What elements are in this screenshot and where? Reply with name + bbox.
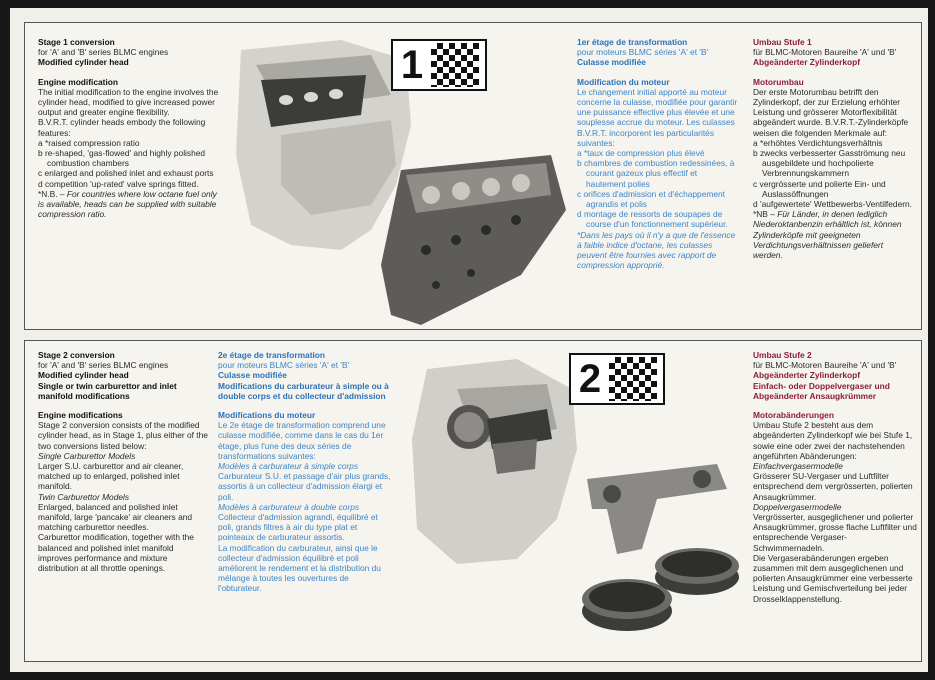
- stage2-de-closing: Die Vergaserabänderungen ergeben zusammen mit dem ausgeglichenen und polierten Ansaugkrümmer eine verbesserte Leistung und Gemischverteilung bei jeder Drosselklappenstellung.: [753, 552, 913, 604]
- stage2-en-intro: Stage 2 conversion consists of the modified cylinder head, as in Stage 1, plus either of the two conversions listed below:: [38, 420, 208, 451]
- stage2-en-section: Engine modifications: [38, 410, 123, 421]
- stage1-en-section: Engine modification: [38, 76, 119, 87]
- stage2-en-title: Stage 2 conversion: [38, 350, 115, 360]
- stage2-de-heading1: Abgeänderter Zylinderkopf: [753, 370, 861, 381]
- stage1-en-item-d: d competition 'up-rated' valve springs fitted.: [38, 178, 199, 189]
- stage2-fr-twin-text: Collecteur d'admission agrandi, équilibré et poli, grands filtres à air du type plat et pointeaux de carburateur assortis.: [218, 512, 378, 543]
- stage2-fr-heading2: Modifications du carburateur à simple ou à double corps et du collecteur d'admission: [218, 380, 389, 401]
- stage2-de-subtitle: für BLMC-Motoren Baureihe 'A' und 'B': [753, 360, 897, 371]
- stage2-de-single-label: Einfachvergasermodelle: [753, 461, 843, 472]
- brochure-page: [10, 8, 928, 672]
- stage1-en-item-c: c enlarged and polished inlet and exhaust ports: [38, 168, 214, 179]
- stage1-chequered-flag: [391, 39, 487, 91]
- stage2-panel: [24, 340, 922, 662]
- stage1-german-column: [753, 37, 915, 327]
- stage1-fr-item-b: b chambres de combustion redessinées, à courant gazeux plus effectif et hautement polies: [577, 158, 735, 189]
- stage2-en-twin-text: Enlarged, balanced and polished inlet manifold, large 'pancake' air cleaners and matching carburettor needles.: [38, 501, 193, 533]
- stage1-de-subtitle: für BLMC-Motoren Baureihe 'A' und 'B': [753, 47, 897, 58]
- stage1-flag-number: 1: [400, 43, 424, 87]
- stage2-fr-twin-label: Modèles à carburateur à double corps: [218, 501, 360, 512]
- stage1-en-intro: The initial modification to the engine involves the cylinder head, modified to give increased power output and greater engine flexibility. B.V.R.T. cylinder heads embody the following features:: [38, 86, 219, 138]
- stage2-fr-single-text: Carburateur S.U. et passage d'air plus grands, assortis à un collecteur d'admission élargi et poli.: [218, 471, 391, 502]
- chequered-flag-icon: [609, 357, 657, 401]
- stage1-french-column: [577, 37, 739, 327]
- stage2-fr-subtitle: pour moteurs BLMC séries 'A' et 'B': [218, 360, 350, 371]
- stage2-flag-number: 2: [578, 357, 602, 401]
- stage1-de-item-d: d 'aufgewertete' Wettbewerbs-Ventilfedern.: [753, 199, 913, 210]
- stage1-fr-heading: Culasse modifiée: [577, 57, 646, 68]
- stage1-en-note-label: *N.B. –: [38, 188, 67, 199]
- stage1-en-subtitle: for 'A' and 'B' series BLMC engines: [38, 47, 169, 58]
- stage2-fr-single-label: Modèles à carburateur à simple corps: [218, 461, 359, 472]
- stage2-de-single-text: Grösserer SU-Vergaser und Luftfilter entsprechend dem vergrösserten, polierten Ansaugkrümmer.: [753, 471, 913, 502]
- stage1-fr-title: 1er étage de transformation: [577, 37, 688, 47]
- stage2-fr-section: Modifications du moteur: [218, 410, 316, 421]
- stage2-de-twin-label: Doppelvergasermodelle: [753, 501, 842, 512]
- stage1-de-title: Umbau Stufe 1: [753, 37, 812, 47]
- stage1-de-section: Motorumbau: [753, 76, 804, 87]
- stage2-en-single-label: Single Carburettor Models: [38, 450, 136, 461]
- stage1-en-item-a: a *raised compression ratio: [38, 137, 140, 148]
- stage2-fr-closing: La modification du carburateur, ainsi que le collecteur d'admission équilibré et poli améliorent le rendement et la distribution du mélange à toutes les ouvertures de l'obturateur.: [218, 542, 381, 594]
- stage1-fr-item-c: c orifices d'admission et d'échappement agrandis et polis: [577, 188, 725, 210]
- stage2-de-heading2: Einfach- oder Doppelvergaser und Abgeänderter Ansaugkrümmer: [753, 380, 890, 401]
- stage2-en-closing: Carburettor modification, together with the balanced and polished inlet manifold improves performance and mixture distribution at all throttle openings.: [38, 532, 194, 574]
- stage1-de-intro: Der erste Motorumbau betrifft den Zylinderkopf, der zur Erzielung erhöhter Leistung und grösserer Motorflexibilität abgeändert wurde. B.V.R.T.-Zylinderköpfe weisen die folgenden Merkmale auf:: [753, 86, 909, 138]
- stage1-en-note-text: For countries where low octane fuel only is available, heads can be supplied with suitable compression ratio.: [38, 188, 217, 220]
- stage2-en-heading2: Single or twin carburettor and inlet manifold modifications: [38, 380, 177, 401]
- stage1-fr-subtitle: pour moteurs BLMC séries 'A' et 'B': [577, 47, 709, 58]
- stage2-en-subtitle: for 'A' and 'B' series BLMC engines: [38, 360, 169, 371]
- stage2-german-column: [753, 350, 917, 656]
- stage1-english-column: [38, 37, 223, 327]
- stage1-de-heading: Abgeänderter Zylinderkopf: [753, 57, 861, 68]
- stage2-chequered-flag: [569, 353, 665, 405]
- stage1-de-item-b: b zwecks verbesserter Gasströmung neu ausgebildete und hochpolierte Verbrennungskammern: [753, 148, 906, 179]
- stage1-fr-item-d: d montage de ressorts de soupapes de course d'un fonctionnement supérieur.: [577, 209, 728, 230]
- stage2-fr-heading1: Culasse modifiée: [218, 370, 287, 381]
- stage2-english-column: [38, 350, 208, 656]
- chequered-flag-icon: [431, 43, 479, 87]
- stage1-en-heading: Modified cylinder head: [38, 57, 129, 68]
- stage2-de-section: Motorabänderungen: [753, 410, 834, 421]
- stage1-fr-section: Modification du moteur: [577, 76, 670, 87]
- stage2-de-title: Umbau Stufe 2: [753, 350, 812, 360]
- stage1-de-note: [753, 209, 915, 260]
- stage1-fr-item-a: a *taux de compression plus élevé: [577, 148, 705, 159]
- stage1-fr-note: *Dans les pays où il n'y a que de l'essence à faible indice d'octane, les culasses peuvent être fournies avec rapport de compression approprié.: [577, 229, 736, 271]
- stage1-en-title: Stage 1 conversion: [38, 37, 115, 47]
- stage2-fr-intro: Le 2e étage de transformation comprend une culasse modifiée, comme dans le cas du 1er étage, plus l'une des deux séries de transformations suivantes:: [218, 420, 386, 461]
- stage1-de-note-label: *NB –: [753, 209, 778, 220]
- stage2-fr-title: 2e étage de transformation: [218, 350, 326, 360]
- stage1-fr-intro: Le changement initial apporté au moteur concerne la culasse, modifiée pour garantir une puissance effective plus élevée et une souplesse accrue du moteur. Les culasses B.V.R.T. incorporent les particularités suivantes:: [577, 86, 738, 148]
- stage1-panel: [24, 22, 922, 330]
- stage1-de-item-a: a *erhöhtes Verdichtungsverhältnis: [753, 137, 883, 148]
- stage1-de-note-text: Für Länder, in denen lediglich Niederoktanbenzin erhältlich ist, können Zylinderköpfe mit geeigneten Verdichtungsverhältnissen geliefert werden.: [753, 209, 902, 261]
- stage1-en-item-b: b re-shaped, 'gas-flowed' and highly polished combustion chambers: [38, 148, 206, 169]
- stage2-en-twin-label: Twin Carburettor Models: [38, 491, 130, 502]
- stage1-en-note: [38, 189, 223, 220]
- stage2-en-heading1: Modified cylinder head: [38, 370, 129, 381]
- stage2-de-intro: Umbau Stufe 2 besteht aus dem abgeänderten Zylinderkopf wie bei Stufe 1, sowie eine oder zwei der nachstehenden angeführten Abänderungen:: [753, 420, 913, 461]
- stage2-en-single-text: Larger S.U. carburettor and air cleaner, matched up to enlarged, polished inlet manifold.: [38, 461, 184, 492]
- stage1-de-item-c: c vergrösserte und polierte Ein- und Auslassöffnungen: [753, 178, 886, 199]
- stage2-french-column: [218, 350, 394, 656]
- stage2-de-twin-text: Vergrösserter, ausgeglichener und polierter Ansaugkrümmer, grosse flache Luftfilter und entsprechende Vergaser-Schwimmernadeln.: [753, 512, 917, 553]
